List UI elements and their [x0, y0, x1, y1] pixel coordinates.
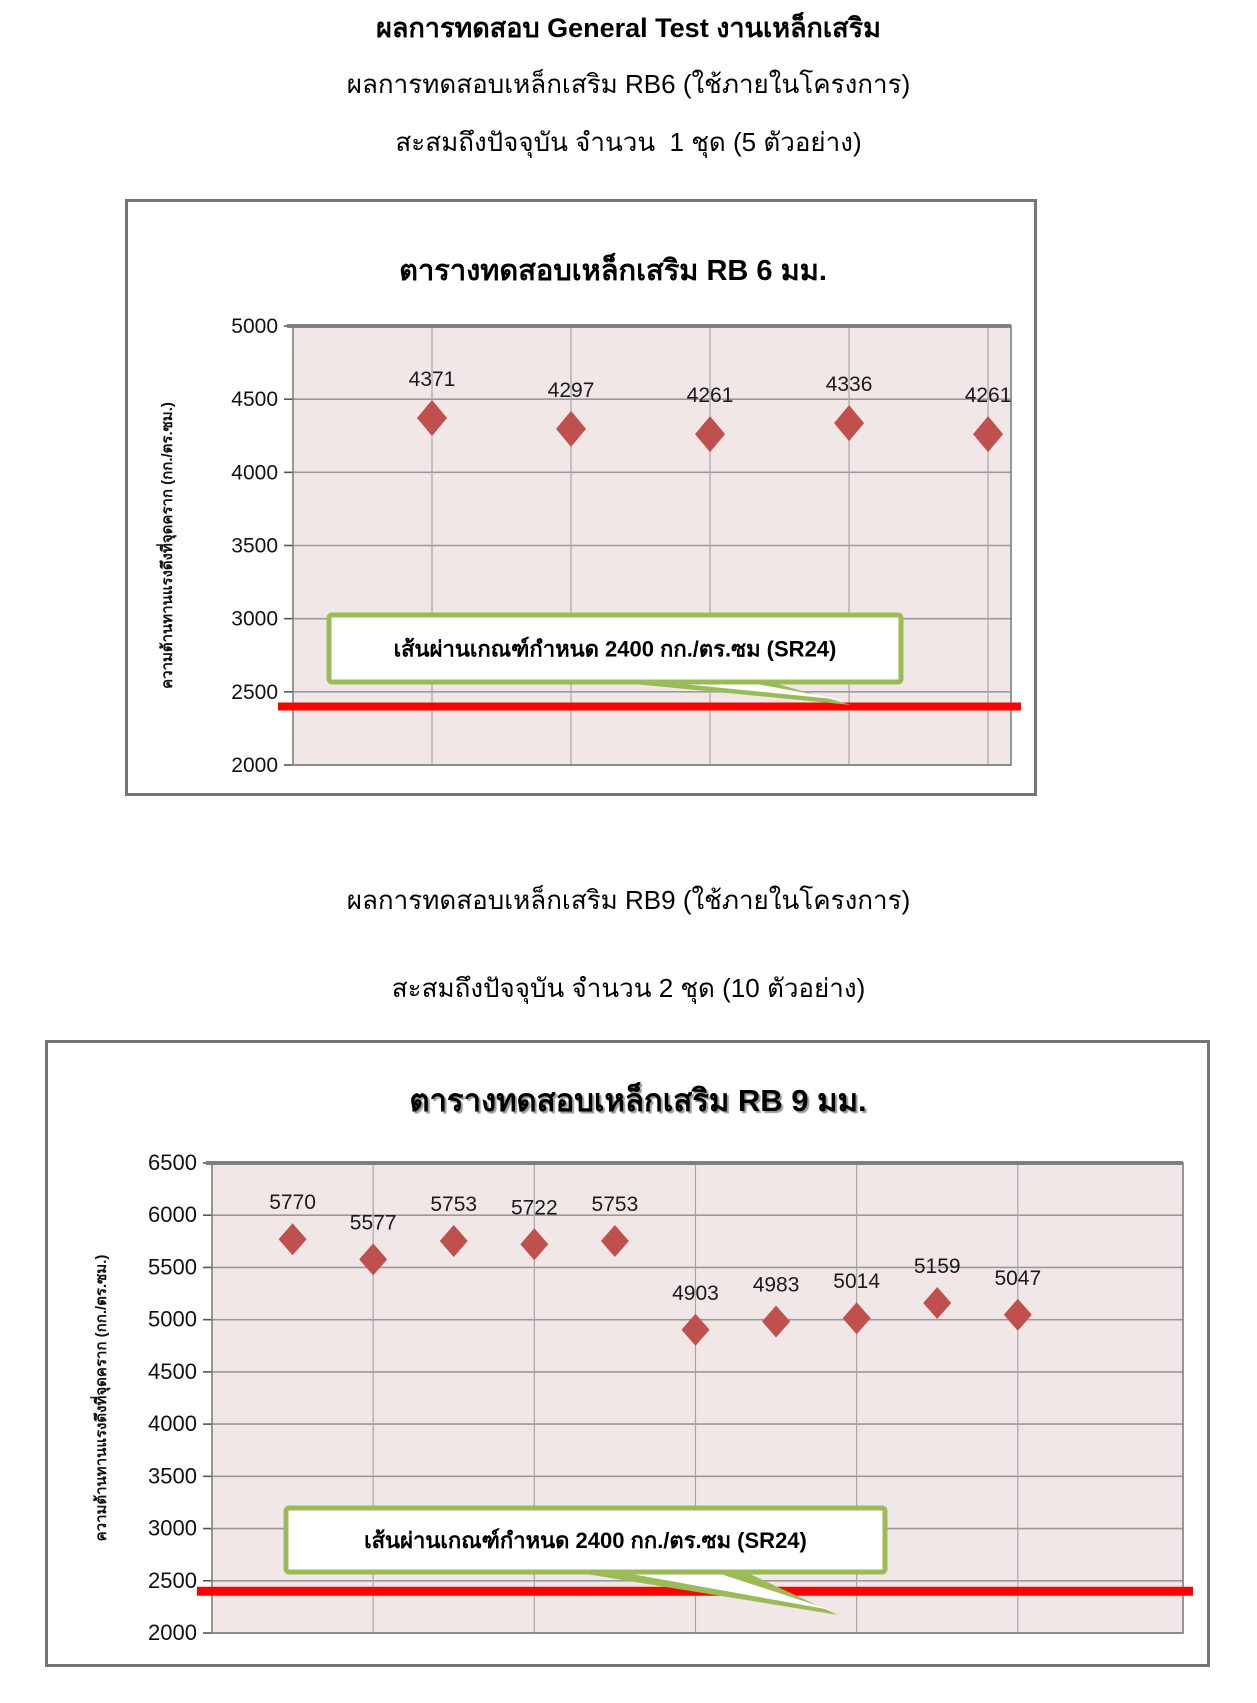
chart-rb6 — [125, 199, 1037, 796]
data-point-label: 4903 — [672, 1281, 719, 1305]
y-tick-label: 5000 — [148, 1306, 197, 1332]
y-tick-label: 5500 — [148, 1254, 197, 1280]
callout-label: เส้นผ่านเกณฑ์กำหนด 2400 กก./ตร.ซม (SR24) — [364, 1528, 807, 1553]
y-tick-label: 3500 — [148, 1463, 197, 1489]
rb9-subtitle: ผลการทดสอบเหล็กเสริม RB9 (ใช้ภายในโครงการ) — [346, 885, 911, 915]
y-tick-label: 2500 — [231, 680, 278, 704]
data-point-label: 4336 — [825, 373, 873, 397]
y-axis-title: ความต้านทานแรงดึงที่จุดคราก (กก./ตร.ซม.) — [93, 1254, 110, 1542]
chart-rb9 — [45, 1040, 1210, 1667]
chart-title: ตารางทดสอบเหล็กเสริม RB 9 มม. — [409, 1083, 867, 1118]
rb6-subtitle: ผลการทดสอบเหล็กเสริม RB6 (ใช้ภายในโครงการ) — [346, 69, 911, 99]
data-point-label: 5159 — [913, 1255, 961, 1279]
data-point-label: 4371 — [408, 368, 456, 392]
callout-label: เส้นผ่านเกณฑ์กำหนด 2400 กก./ตร.ซม (SR24) — [393, 636, 837, 662]
rb6-accum-line: สะสมถึงปัจจุบัน จำนวน 1 ชุด (5 ตัวอย่าง) — [395, 127, 862, 157]
y-tick-label: 5000 — [231, 315, 278, 338]
y-tick-label: 2500 — [148, 1567, 197, 1593]
data-point-label: 4261 — [686, 384, 734, 408]
y-tick-label: 2000 — [148, 1620, 197, 1645]
data-point-label: 5722 — [510, 1196, 558, 1220]
y-tick-label: 3500 — [231, 534, 278, 558]
data-point-label: 4261 — [964, 384, 1012, 408]
data-point-label: 5753 — [430, 1193, 478, 1217]
y-tick-label: 4500 — [148, 1358, 197, 1384]
rb9-accum-line: สะสมถึงปัจจุบัน จำนวน 2 ชุด (10 ตัวอย่าง) — [391, 973, 866, 1003]
y-tick-label: 4500 — [231, 388, 278, 412]
data-point-label: 5770 — [269, 1191, 316, 1215]
chart-title: ตารางทดสอบเหล็กเสริม RB 6 มม. — [399, 255, 827, 287]
data-point-label: 5577 — [349, 1211, 397, 1235]
y-tick-label: 4000 — [148, 1411, 197, 1437]
y-axis-title: ความต้านทานแรงดึงที่จุดคราก (กก./ตร.ซม.) — [159, 402, 176, 689]
data-point-label: 4983 — [752, 1273, 800, 1297]
y-tick-label: 2000 — [231, 754, 278, 777]
y-tick-label: 3000 — [231, 607, 278, 631]
data-point-label: 5753 — [591, 1193, 639, 1217]
data-point-label: 5047 — [994, 1266, 1042, 1290]
y-tick-label: 4000 — [231, 461, 278, 485]
page-title: ผลการทดสอบ General Test งานเหล็กเสริม — [376, 13, 881, 43]
y-tick-label: 3000 — [148, 1515, 197, 1541]
y-tick-label: 6500 — [148, 1150, 197, 1175]
data-point-label: 4297 — [547, 378, 595, 402]
y-tick-label: 6000 — [148, 1202, 197, 1228]
chart-rb6-canvas — [128, 202, 1034, 793]
chart-rb9-canvas — [48, 1043, 1207, 1664]
data-point-label: 5014 — [833, 1270, 881, 1294]
